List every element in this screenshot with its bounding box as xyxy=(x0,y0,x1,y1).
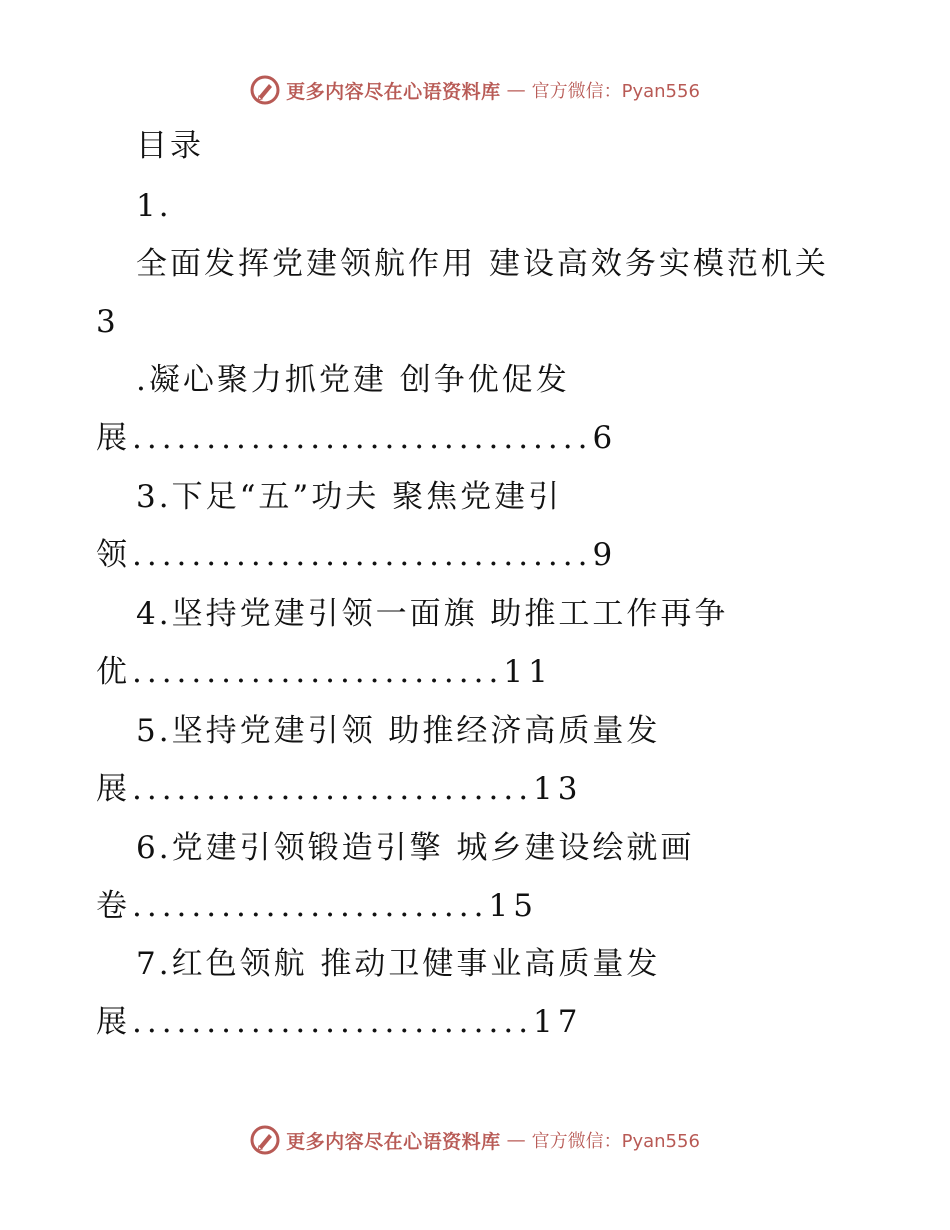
toc-line: 5.坚持党建引领 助推经济高质量发 xyxy=(136,713,661,749)
toc-line: 3.下足“五”功夫 聚焦党建引 xyxy=(136,479,563,515)
pen-logo-icon xyxy=(250,75,280,105)
toc-leader-line: 展...........................17 xyxy=(96,1004,583,1040)
toc-leader-line: 领...............................9 xyxy=(96,537,618,573)
watermark-text: 更多内容尽在心语资料库 xyxy=(286,80,501,103)
footer-watermark xyxy=(0,1120,950,1160)
toc-leader-line: 展...............................6 xyxy=(96,420,618,456)
toc-page-number: 3 xyxy=(96,304,119,340)
toc-heading: 目录 xyxy=(136,128,204,164)
watermark-wechat: 官方微信：Pyan556 xyxy=(531,81,700,102)
header-watermark xyxy=(0,70,950,110)
pen-logo-icon xyxy=(250,1125,280,1155)
watermark-wechat: 官方微信：Pyan556 xyxy=(531,1131,700,1152)
toc-line: 1. xyxy=(136,188,172,224)
toc-line: 7.红色领航 推动卫健事业高质量发 xyxy=(136,946,661,982)
watermark-separator: — xyxy=(506,79,526,101)
toc-line: 全面发挥党建领航作用 建设高效务实模范机关 xyxy=(136,246,829,282)
toc-line: .凝心聚力抓党建 创争优促发 xyxy=(136,362,570,398)
watermark-text: 更多内容尽在心语资料库 xyxy=(286,1130,501,1153)
toc-line: 6.党建引领锻造引擎 城乡建设绘就画 xyxy=(136,830,695,866)
toc-leader-line: 优.........................11 xyxy=(96,654,553,690)
toc-leader-line: 卷........................15 xyxy=(96,888,538,924)
toc-line: 4.坚持党建引领一面旗 助推工工作再争 xyxy=(136,596,729,632)
watermark-separator: — xyxy=(506,1129,526,1151)
toc-leader-line: 展...........................13 xyxy=(96,771,583,807)
